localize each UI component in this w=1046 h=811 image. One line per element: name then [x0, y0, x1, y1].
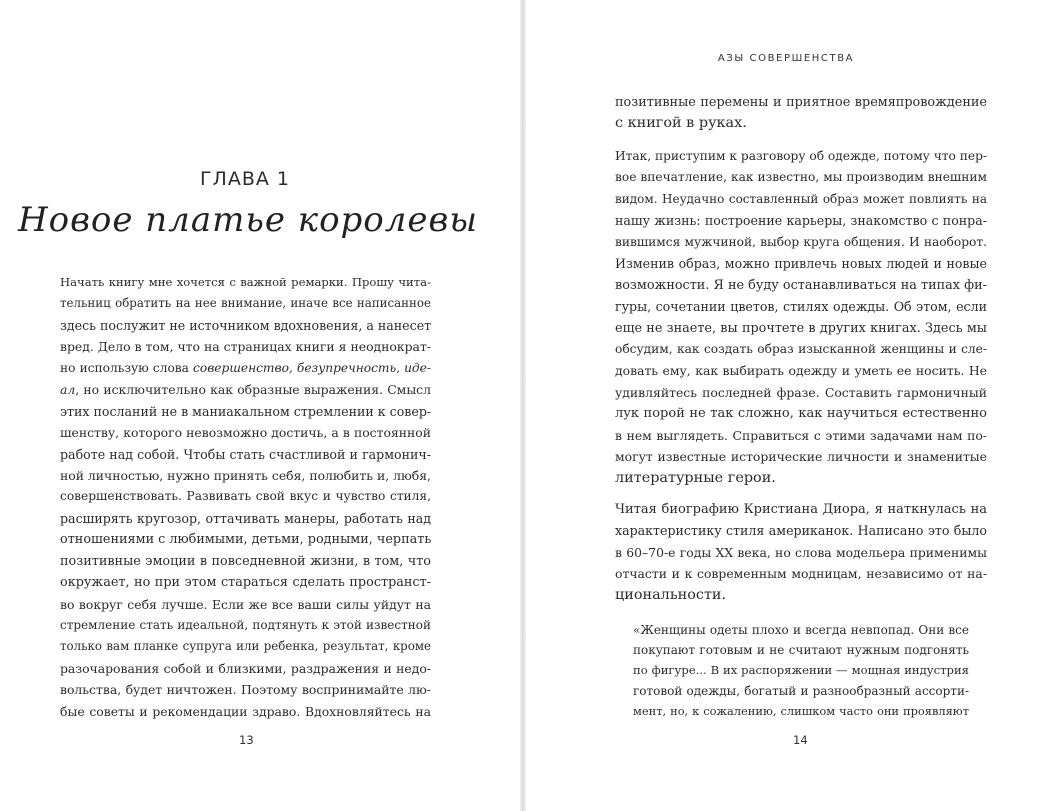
text-line: вое впечатление, как известно, мы производим внешним	[615, 170, 987, 185]
text-line: лук порой не так сложно, как научиться естественно	[615, 406, 987, 422]
page-number-right: 14	[793, 733, 808, 747]
text-line: удивляйтесь последней фразе. Составить гармоничный	[615, 384, 987, 400]
text-line: видом. Неудачно составленный образ может повлиять на	[615, 191, 987, 206]
text-line: в 60–70-е годы XX века, но слова модельера применимы	[615, 544, 987, 560]
text-line: характеристику стиля американок. Написано это было	[615, 523, 987, 539]
text-line: нашу жизнь: построение карьеры, знакомство с понра-	[615, 213, 987, 229]
running-head: АЗЫ СОВЕРШЕНСТВА	[717, 53, 855, 64]
text-line: литературные герои.	[615, 469, 776, 486]
text-line: Начать книгу мне хочется с важной ремарки. Прошу чита-	[60, 275, 431, 289]
page-number-left: 13	[239, 733, 254, 747]
italic-term: ал	[60, 382, 76, 398]
text-line: бые советы и рекомендации здраво. Вдохновляйтесь на	[60, 703, 431, 719]
italic-term: совершенство, безупречность, иде-	[193, 360, 431, 375]
chapter-label: ГЛАВА 1	[199, 168, 291, 190]
text-run: , но исключительно как образные выражения. Смысл	[75, 382, 431, 398]
text-line: Изменив образ, можно привлечь новых людей и новые	[615, 256, 987, 272]
right-paragraph-2	[615, 146, 987, 489]
text-line: отношениями с любимыми, детьми, родными, черпать	[60, 532, 432, 548]
text-line: позитивные эмоции в повседневной жизни, в том, что	[60, 553, 431, 569]
quote-line: готовой одежды, богатый и разнообразный ассорти-	[633, 683, 969, 698]
text-line: Читая биографию Кристиана Диора, я наткнулась на	[615, 502, 987, 517]
right-paragraph-3	[615, 499, 987, 606]
text-line: вившимся мужчиной, выбор круга общения. И наоборот.	[615, 234, 987, 249]
text-line: в нем выглядеть. Справиться с этими задачами нам по-	[615, 427, 987, 443]
text-line: возможности. Я не буду останавливаться на типах фи-	[615, 277, 987, 293]
text-line: гуры, сочетании цветов, стилях одежды. Об этом, если	[615, 299, 987, 315]
chapter-title: Новое платье королевы	[17, 200, 479, 240]
text-line: только вам планке супруга или ребенка, результат, кроме	[60, 639, 431, 654]
text-run: но использую слова	[60, 360, 194, 375]
left-body-text	[60, 272, 431, 722]
text-line: шенству, которого невозможно достичь, а в постоянной	[60, 425, 431, 441]
text-line: обсудим, как создать образ изысканной женщины и сле-	[615, 341, 987, 356]
right-paragraph-1	[615, 92, 987, 135]
text-line: работе над собой. Чтобы стать счастливой и гармонич-	[60, 446, 431, 462]
text-line: еще не знаете, вы прочтете в других книгах. Здесь мы	[615, 320, 987, 336]
text-line: этих посланий не в маниакальном стремлении к совер-	[60, 403, 432, 419]
text-line: стремление стать идеальной, подтянуть к этой известной	[60, 618, 431, 632]
text-line: ной личностью, нужно принять себя, полюбить и, любя,	[60, 467, 431, 483]
text-line: вольства, будет ничтожен. Поэтому воспринимайте лю-	[60, 682, 431, 698]
text-line: вред. Дело в том, что на страницах книги я неоднократ-	[60, 339, 431, 355]
quote-line: покупают готовым и не считают нужным подгонять	[633, 643, 969, 658]
text-line: отчасти и к современным модницам, независимо от на-	[615, 566, 987, 582]
text-line: окружает, но при этом стараться сделать пространст-	[60, 575, 431, 591]
text-line: довать ему, как выбирать одежду и уметь ее носить. Не	[615, 363, 987, 379]
text-line: с книгой в руках.	[615, 115, 747, 132]
quote-line: «Женщины одеты плохо и всегда невпопад. Они все	[633, 623, 969, 637]
dior-quote	[633, 620, 969, 721]
quote-line: мент, но, к сожалению, слишком часто они проявляют	[633, 703, 969, 718]
text-line: могут известные исторические личности и знаменитые	[615, 449, 987, 465]
text-line: расширять кругозор, оттачивать манеры, работать над	[60, 510, 431, 526]
text-line: разочарования собой и близкими, раздражения и недо-	[60, 660, 431, 676]
text-line: тельниц обратить на нее внимание, иначе все написанное	[60, 296, 431, 311]
quote-line: по фигуре... В их распоряжении — мощная индустрия	[633, 663, 969, 678]
text-line: совершенствовать. Развивать свой вкус и чувство стиля,	[60, 489, 431, 504]
text-line: Итак, приступим к разговору об одежде, потому что пер-	[615, 149, 987, 163]
text-line: позитивные перемены и приятное времяпровождение	[615, 95, 987, 110]
text-line	[60, 379, 431, 400]
text-line: во вокруг себя лучше. Если же все ваши силы уйдут на	[60, 596, 431, 612]
text-line	[60, 358, 431, 379]
text-line: циональности.	[615, 586, 727, 603]
text-line: здесь послужит не источником вдохновения, а нанесет	[60, 317, 432, 333]
